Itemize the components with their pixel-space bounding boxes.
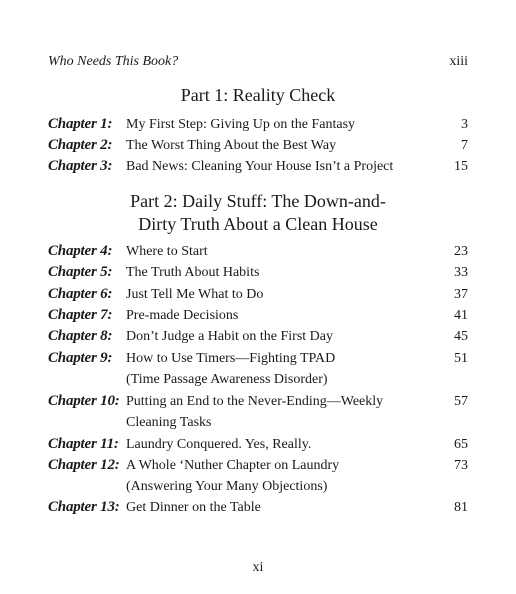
running-head-title: Who Needs This Book?	[48, 54, 179, 69]
chapter-page-number: 15	[454, 159, 468, 174]
chapter-page-number: 73	[454, 458, 468, 473]
chapter-title: The Truth About Habits	[126, 265, 260, 280]
chapter-page-number: 51	[454, 351, 468, 366]
chapter-label: Chapter 11:	[48, 436, 119, 452]
running-head-page-number: xiii	[449, 54, 468, 69]
part-2-heading	[0, 190, 516, 236]
chapter-label: Chapter 8:	[48, 328, 113, 344]
chapter-label: Chapter 3:	[48, 158, 113, 174]
chapter-title: Just Tell Me What to Do	[126, 287, 264, 302]
chapter-page-number: 7	[461, 138, 468, 153]
chapter-label: Chapter 7:	[48, 307, 113, 323]
chapter-title-line: Cleaning Tasks	[126, 415, 212, 430]
part-heading-line: Part 2: Daily Stuff: The Down-and-	[130, 191, 386, 211]
chapter-label: Chapter 2:	[48, 137, 113, 153]
chapter-label: Chapter 5:	[48, 264, 113, 280]
chapter-label: Chapter 4:	[48, 243, 113, 259]
chapter-title	[126, 391, 428, 433]
chapter-title: Laundry Conquered. Yes, Really.	[126, 437, 312, 452]
part-heading-line: Dirty Truth About a Clean House	[138, 214, 378, 234]
chapter-title: Bad News: Cleaning Your House Isn’t a Project	[126, 159, 394, 174]
chapter-label: Chapter 12:	[48, 457, 120, 473]
chapter-title-line: (Answering Your Many Objections)	[126, 479, 328, 494]
chapter-page-number: 23	[454, 244, 468, 259]
chapter-label: Chapter 1:	[48, 116, 113, 132]
chapter-page-number: 37	[454, 287, 468, 302]
chapter-page-number: 41	[454, 308, 468, 323]
chapter-title: Don’t Judge a Habit on the First Day	[126, 329, 333, 344]
chapter-title: Get Dinner on the Table	[126, 500, 261, 515]
chapter-label: Chapter 6:	[48, 286, 113, 302]
chapter-title-line: Putting an End to the Never-Ending—Weekly	[126, 394, 384, 409]
chapter-page-number: 33	[454, 265, 468, 280]
part-1-heading	[0, 84, 516, 107]
chapter-title: The Worst Thing About the Best Way	[126, 138, 337, 153]
chapter-page-number: 81	[454, 500, 468, 515]
chapter-title-line: How to Use Timers—Fighting TPAD	[126, 351, 336, 366]
chapter-title: My First Step: Giving Up on the Fantasy	[126, 117, 356, 132]
part-heading-line: Part 1: Reality Check	[180, 85, 336, 105]
chapter-title: Where to Start	[126, 244, 208, 259]
chapter-title-line: A Whole ‘Nuther Chapter on Laundry	[126, 458, 340, 473]
chapter-title	[126, 455, 428, 497]
chapter-page-number: 65	[454, 437, 468, 452]
chapter-title	[126, 348, 428, 390]
chapter-page-number: 3	[461, 117, 468, 132]
chapter-label: Chapter 13:	[48, 499, 120, 515]
chapter-page-number: 45	[454, 329, 468, 344]
chapter-title-line: (Time Passage Awareness Disorder)	[126, 372, 328, 387]
chapter-page-number: 57	[454, 394, 468, 409]
running-head	[48, 54, 468, 70]
page-folio: xi	[252, 560, 264, 575]
chapter-title: Pre-made Decisions	[126, 308, 239, 323]
chapter-label: Chapter 9:	[48, 350, 113, 366]
chapter-label: Chapter 10:	[48, 393, 120, 409]
